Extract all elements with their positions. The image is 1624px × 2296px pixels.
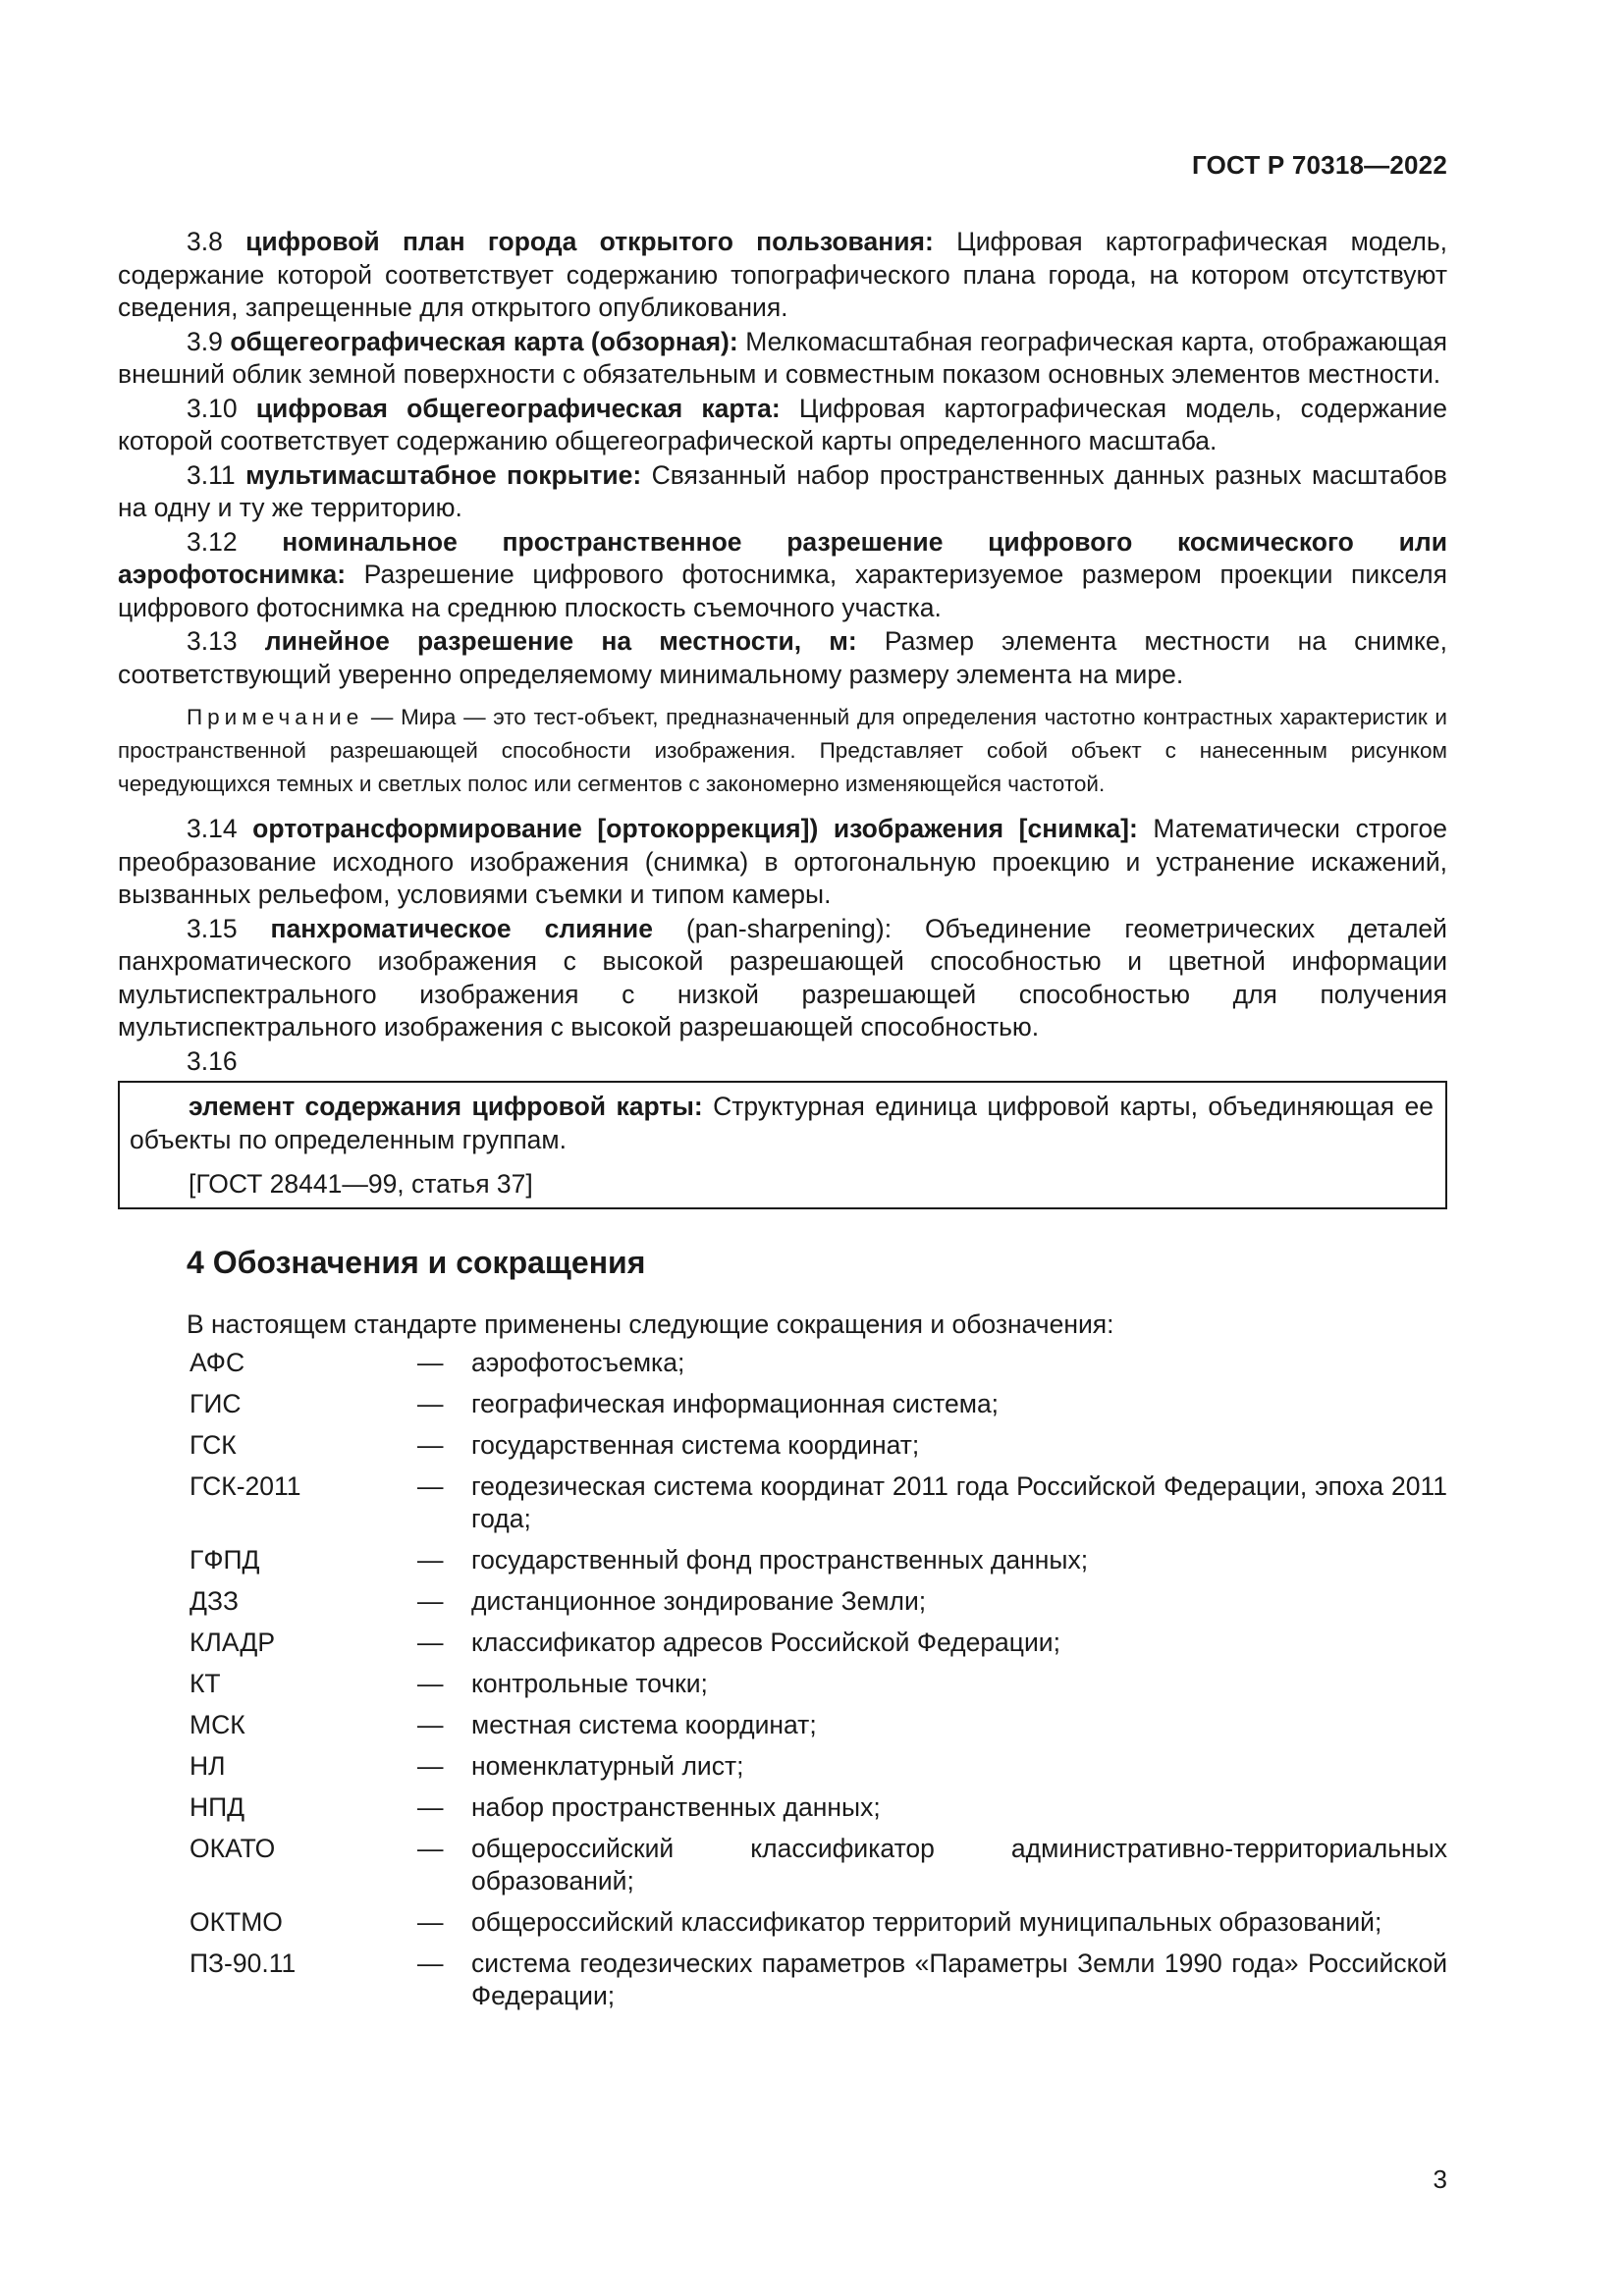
abbreviation-dash: — xyxy=(417,1792,444,1822)
term-title: линейное разрешение на местности, м: xyxy=(264,626,857,656)
term-source: [ГОСТ 28441—99, статья 37] xyxy=(189,1169,533,1199)
abbreviation-row xyxy=(189,1429,1447,1470)
term-number: 3.12 xyxy=(187,526,238,557)
abbreviation-dash: — xyxy=(417,1949,444,1978)
abbreviation-description: аэрофотосъемка; xyxy=(471,1348,685,1377)
abbreviation-term: ГФПД xyxy=(189,1545,260,1575)
abbreviation-dash: — xyxy=(417,1669,444,1698)
term-title: цифровой план города открытого пользования: xyxy=(245,227,934,256)
abbreviation-row xyxy=(189,1668,1447,1709)
term-3-16-number: 3.16 xyxy=(187,1045,238,1076)
abbreviation-row xyxy=(189,1470,1447,1544)
term-3-8 xyxy=(118,226,1447,325)
abbreviation-term: КЛАДР xyxy=(189,1628,276,1657)
abbreviation-row xyxy=(189,1750,1447,1791)
note-paragraph xyxy=(118,701,1447,801)
term-definition: (pan-sharpening): Объединение геометрических деталей панхроматического изображения с высокой разрешающей способностью и цветной информации мультиспектрального изображения с низкой разрешающей способностью для получения мультиспектрального изображения с высокой разрешающей способностью. xyxy=(118,913,1447,1041)
section-4-intro: В настоящем стандарте применены следующие сокращения и обозначения: xyxy=(187,1308,1114,1339)
term-definition: Размер элемента местности на снимке, соответствующий уверенно определяемому минимальному размеру элемента на мире. xyxy=(118,626,1447,689)
abbreviation-term: ДЗЗ xyxy=(189,1586,239,1616)
term-title: номинальное пространственное разрешение цифрового космического или аэрофотоснимка: xyxy=(118,526,1447,589)
term-title: мультимасштабное покрытие: xyxy=(245,459,642,490)
note-text: — Мира — это тест-объект, предназначенный для определения частотно контрастных характеристик и пространственной разрешающей способности изображения. Представляет собой объект с нанесенным рисунком чередующихся темных и светлых полос или сегментов с закономерно изменяющейся частотой. xyxy=(118,705,1447,796)
term-title: общегеографическая карта (обзорная): xyxy=(230,326,738,356)
abbreviation-description: набор пространственных данных; xyxy=(471,1792,881,1822)
abbreviation-dash: — xyxy=(417,1586,444,1616)
abbreviation-description: дистанционное зондирование Земли; xyxy=(471,1586,927,1616)
abbreviation-dash: — xyxy=(417,1471,444,1501)
term-title: панхроматическое слияние xyxy=(270,913,653,943)
abbreviation-dash: — xyxy=(417,1389,444,1418)
abbreviation-row xyxy=(189,1833,1447,1906)
term-definition: Разрешение цифрового фотоснимка, характеризуемое размером проекции пикселя цифрового фотоснимка на среднюю плоскость съемочного участка. xyxy=(118,560,1447,622)
term-number: 3.14 xyxy=(187,814,238,843)
abbreviation-description: контрольные точки; xyxy=(471,1669,708,1698)
abbreviation-term: ПЗ-90.11 xyxy=(189,1949,297,1978)
abbreviation-row xyxy=(189,1627,1447,1668)
abbreviation-term: НПД xyxy=(189,1792,245,1822)
abbreviation-dash: — xyxy=(417,1430,444,1460)
abbreviation-dash: — xyxy=(417,1834,444,1863)
abbreviation-term: КТ xyxy=(189,1669,221,1698)
abbreviation-row xyxy=(189,1906,1447,1948)
term-definition: Связанный набор пространственных данных разных масштабов на одну и ту же территорию. xyxy=(118,459,1447,522)
term-number: 3.8 xyxy=(187,227,223,256)
term-definition: Структурная единица цифровой карты, объединяющая ее объекты по определенным группам. xyxy=(130,1092,1434,1154)
term-title: ортотрансформирование [ортокоррекция]) изображения [снимка]: xyxy=(252,814,1138,843)
abbreviation-term: МСК xyxy=(189,1710,245,1739)
term-definition: Цифровая картографическая модель, содержание которой соответствует содержанию общегеографической карты определенного масштаба. xyxy=(118,393,1447,455)
abbreviation-term: ОКТМО xyxy=(189,1907,283,1937)
abbreviation-row xyxy=(189,1544,1447,1585)
abbreviation-term: АФС xyxy=(189,1348,245,1377)
abbreviation-description: местная система координат; xyxy=(471,1710,817,1739)
abbreviation-row xyxy=(189,1709,1447,1750)
abbreviation-row xyxy=(189,1791,1447,1833)
term-3-14 xyxy=(118,813,1447,912)
term-3-9 xyxy=(118,326,1447,392)
term-number: 3.11 xyxy=(187,459,236,490)
boxed-definition xyxy=(130,1091,1434,1156)
term-3-11 xyxy=(118,459,1447,525)
abbreviation-term: НЛ xyxy=(189,1751,226,1781)
page-number: 3 xyxy=(1433,2164,1447,2194)
term-title: цифровая общегеографическая карта: xyxy=(255,393,781,423)
term-3-15 xyxy=(118,913,1447,1044)
abbreviation-dash: — xyxy=(417,1710,444,1739)
term-definition: Мелкомасштабная географическая карта, отображающая внешний облик земной поверхности с обязательным и совместным показом основных элементов местности. xyxy=(118,326,1447,389)
abbreviation-dash: — xyxy=(417,1545,444,1575)
term-number: 3.10 xyxy=(187,393,238,423)
document-body xyxy=(118,226,1447,2021)
abbreviation-description: номенклатурный лист; xyxy=(471,1751,744,1781)
abbreviation-dash: — xyxy=(417,1628,444,1657)
abbreviation-description: геодезическая система координат 2011 года Российской Федерации, эпоха 2011 года; xyxy=(471,1471,1447,1533)
abbreviations-table xyxy=(189,1347,1447,2021)
term-number: 3.15 xyxy=(187,913,238,943)
document-code-header: ГОСТ Р 70318—2022 xyxy=(1192,150,1447,180)
abbreviation-term: ГИС xyxy=(189,1389,242,1418)
abbreviation-term: ГСК xyxy=(189,1430,237,1460)
abbreviation-description: государственная система координат; xyxy=(471,1430,920,1460)
term-3-10 xyxy=(118,393,1447,458)
abbreviation-description: государственный фонд пространственных данных; xyxy=(471,1545,1089,1575)
abbreviation-term: ОКАТО xyxy=(189,1834,276,1863)
term-number: 3.9 xyxy=(187,326,223,356)
boxed-term-3-16 xyxy=(118,1081,1447,1209)
abbreviation-row xyxy=(189,1347,1447,1388)
section-4-title: 4 Обозначения и сокращения xyxy=(187,1244,646,1280)
abbreviation-dash: — xyxy=(417,1348,444,1377)
term-3-12 xyxy=(118,526,1447,625)
abbreviation-description: общероссийский классификатор территорий муниципальных образований; xyxy=(471,1907,1382,1937)
abbreviation-dash: — xyxy=(417,1907,444,1937)
term-number: 3.13 xyxy=(187,626,238,656)
abbreviation-row xyxy=(189,1585,1447,1627)
abbreviation-description: географическая информационная система; xyxy=(471,1389,1000,1418)
abbreviation-description: общероссийский классификатор административно-территориальных образований; xyxy=(471,1834,1447,1896)
term-3-13 xyxy=(118,625,1447,691)
abbreviation-description: классификатор адресов Российской Федерации; xyxy=(471,1628,1060,1657)
abbreviation-row xyxy=(189,1948,1447,2021)
term-definition: Цифровая картографическая модель, содержание которой соответствует содержанию топографического плана города, на котором отсутствуют сведения, запрещенные для открытого опубликования. xyxy=(118,227,1447,322)
note-label: Примечание xyxy=(187,705,364,729)
term-title: элемент содержания цифровой карты: xyxy=(189,1092,703,1121)
abbreviation-dash: — xyxy=(417,1751,444,1781)
term-definition: Математически строгое преобразование исходного изображения (снимка) в ортогональную проекцию и устранение искажений, вызванных рельефом, условиями съемки и типом камеры. xyxy=(118,814,1447,909)
abbreviation-term: ГСК-2011 xyxy=(189,1471,301,1501)
abbreviation-description: система геодезических параметров «Параметры Земли 1990 года» Российской Федерации; xyxy=(471,1949,1447,2010)
abbreviation-row xyxy=(189,1388,1447,1429)
